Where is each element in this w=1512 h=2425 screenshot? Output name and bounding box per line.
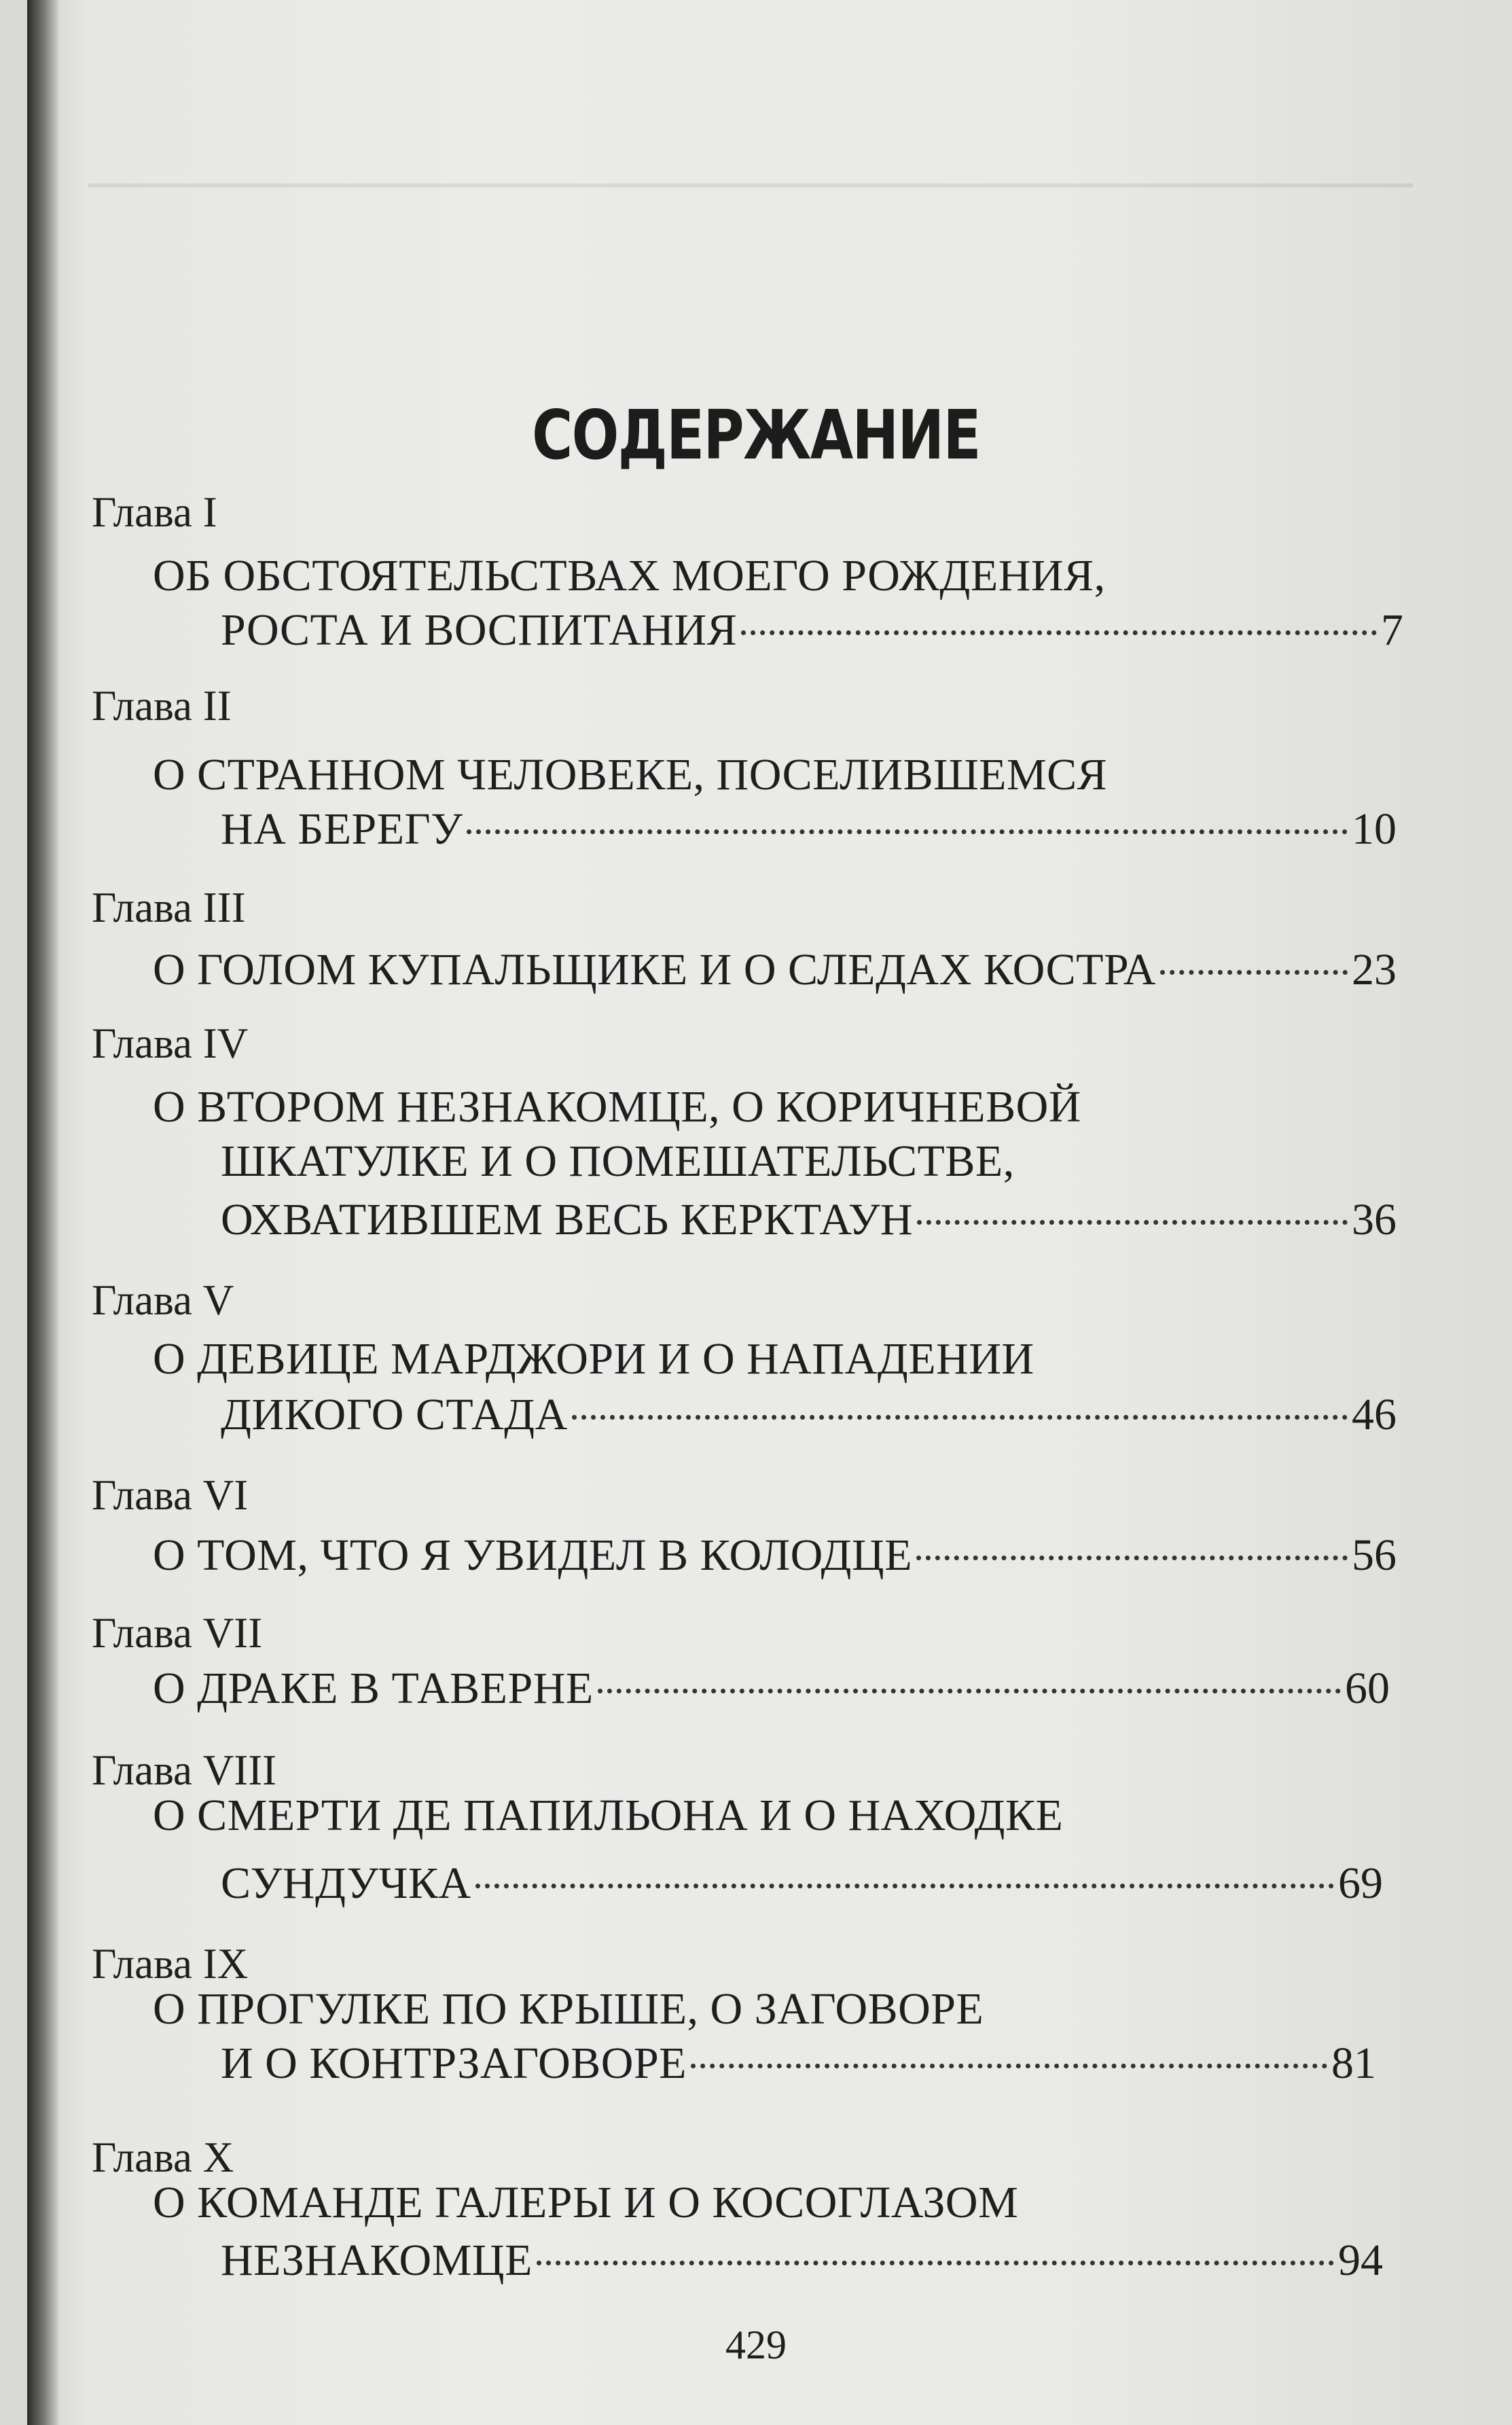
dot-leader [741, 630, 1377, 635]
page-ref: 81 [1331, 2038, 1376, 2088]
chapter-label: Глава II [92, 682, 232, 730]
dot-leader [691, 2064, 1327, 2068]
chapter-title-line: НЕЗНАКОМЦЕ [221, 2235, 533, 2285]
page-ref: 60 [1345, 1664, 1390, 1713]
chapter-label: Глава IX [92, 1940, 249, 1988]
page-ref: 69 [1338, 1858, 1383, 1908]
dot-leader [537, 2261, 1334, 2265]
dot-leader [475, 1884, 1334, 1888]
chapter-label: Глава VI [92, 1471, 249, 1519]
toc-entry [153, 944, 1397, 996]
chapter-title-line: ДИКОГО СТАДА [221, 1390, 568, 1439]
chapter-title-line: О СТРАННОМ ЧЕЛОВЕКЕ, ПОСЕЛИВШЕМСЯ [153, 750, 1108, 800]
toc-entry [221, 1858, 1383, 1909]
chapter-label: Глава X [92, 2134, 234, 2181]
toc-entry [221, 605, 1403, 656]
dot-leader [917, 1220, 1348, 1225]
chapter-title-line: ОБ ОБСТОЯТЕЛЬСТВАХ МОЕГО РОЖДЕНИЯ, [153, 551, 1106, 600]
chapter-title-line: НА БЕРЕГУ [221, 804, 463, 854]
dot-leader [467, 829, 1348, 834]
chapter-label: Глава VIII [92, 1746, 277, 1794]
chapter-label: Глава III [92, 884, 246, 931]
toc-entry [153, 1663, 1390, 1714]
chapter-label: Глава IV [92, 1020, 249, 1067]
dot-leader [598, 1689, 1341, 1693]
chapter-title-line: О ТОМ, ЧТО Я УВИДЕЛ В КОЛОДЦЕ [153, 1530, 913, 1580]
toc-entry [153, 1530, 1397, 1581]
page-ref: 94 [1338, 2235, 1383, 2285]
page-ref: 46 [1352, 1390, 1397, 1439]
page-ref: 56 [1352, 1530, 1397, 1580]
chapter-title-line: И О КОНТРЗАГОВОРЕ [221, 2038, 687, 2088]
page-ref: 23 [1352, 945, 1397, 994]
chapter-title-line: СУНДУЧКА [221, 1858, 471, 1908]
chapter-label: Глава VII [92, 1609, 263, 1657]
toc-entry [221, 1194, 1397, 1246]
chapter-title-line: ОХВАТИВШЕМ ВЕСЬ КЕРКТАУН [221, 1195, 914, 1244]
page-number: 429 [725, 2322, 787, 2367]
page-ref: 10 [1352, 804, 1397, 854]
dot-leader [916, 1556, 1348, 1560]
dot-leader [572, 1415, 1348, 1420]
chapter-title-line: О ПРОГУЛКЕ ПО КРЫШЕ, О ЗАГОВОРЕ [153, 1984, 984, 2034]
chapter-title-line: О СМЕРТИ ДЕ ПАПИЛЬОНА И О НАХОДКЕ [153, 1791, 1064, 1840]
chapter-title-line: РОСТА И ВОСПИТАНИЯ [221, 605, 738, 655]
chapter-title-line: О ДРАКЕ В ТАВЕРНЕ [153, 1664, 594, 1713]
chapter-title-line: ШКАТУЛКЕ И О ПОМЕШАТЕЛЬСТВЕ, [221, 1136, 1015, 1186]
chapter-label: Глава I [92, 488, 217, 536]
chapter-label: Глава V [92, 1276, 234, 1324]
toc-entry [221, 1389, 1397, 1441]
toc-entry [221, 804, 1397, 855]
page-ref: 36 [1352, 1195, 1397, 1244]
page-ref: 7 [1381, 605, 1403, 655]
chapter-title-line: О КОМАНДЕ ГАЛЕРЫ И О КОСОГЛАЗОМ [153, 2178, 1019, 2227]
page-title: СОДЕРЖАНИЕ [532, 395, 980, 475]
toc-entry [221, 2235, 1383, 2286]
toc-entry [221, 2038, 1376, 2089]
chapter-title-line: О ДЕВИЦЕ МАРДЖОРИ И О НАПАДЕНИИ [153, 1334, 1034, 1384]
chapter-title-line: О ГОЛОМ КУПАЛЬЩИКЕ И О СЛЕДАХ КОСТРА [153, 945, 1156, 994]
dot-leader [1160, 970, 1348, 975]
chapter-title-line: О ВТОРОМ НЕЗНАКОМЦЕ, О КОРИЧНЕВОЙ [153, 1082, 1081, 1132]
